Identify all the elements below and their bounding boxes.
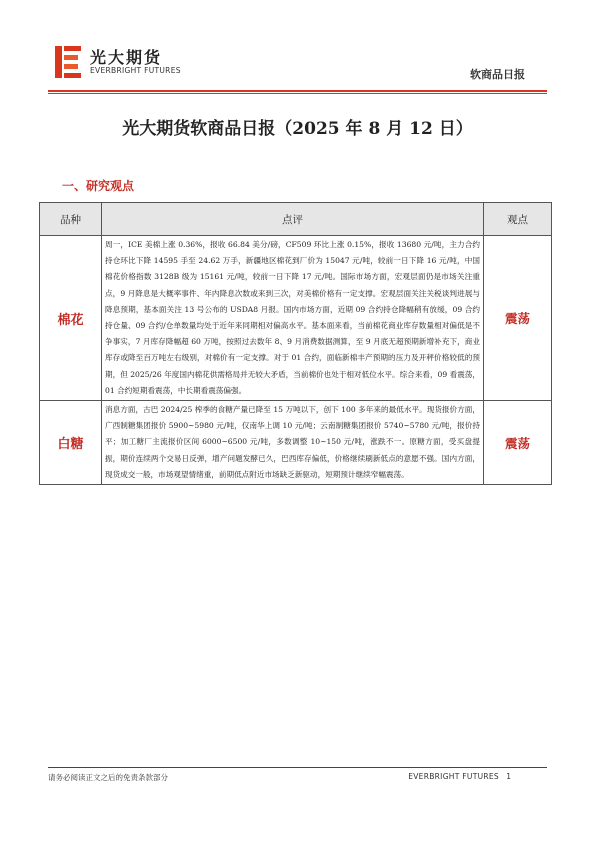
brand-name-cn: 光大期货	[90, 48, 163, 67]
section-title: 一、研究观点	[62, 179, 135, 193]
footer-divider	[48, 767, 547, 768]
footer-disclaimer: 请务必阅读正文之后的免责条款部分	[48, 773, 168, 782]
header-comment: 点评	[102, 203, 484, 236]
page-title: 光大期货软商品日报（2025 年 8 月 12 日）	[122, 119, 473, 139]
comment-sugar: 消息方面，古巴 2024/25 榨季的食糖产量已降至 15 万吨以下，创下 100 多年来的最低水平。现货报价方面，广西制糖集团报价 5900~5980 元/吨，仅南华上调 10 元/吨；云南制糖集团报价 5740~5780 元/吨，报价持平；加工糖厂主流报价区间 6000~6500 元/吨，多数调整 10~150 元/吨，涨跌不一。原糖方面，受买盘提振，期价连续两个交易日反弹，增产问题发酵已久，巴西库存偏低，价格继续刷新低点的意愿不强。国内方面，现货成交一般，市场观望情绪重，前期低点附近市场缺乏新驱动，短期预计继续窄幅震荡。	[102, 401, 484, 485]
view-sugar: 震荡	[484, 401, 552, 485]
report-type-label: 软商品日报	[470, 68, 525, 81]
comment-cotton: 周一，ICE 美棉上涨 0.36%，报收 66.84 美分/磅，CF509 环比上涨 0.15%，报收 13680 元/吨，主力合约持仓环比下降 14595 手至 24.62 万手，新疆地区棉花到厂价为 15047 元/吨，较前一日下降 16 元/吨，中国棉花价格指数 3128B 级为 15161 元/吨，较前一日下降 17 元/吨。国际市场方面，宏观层面仍是市场关注重点，9 月降息是大概率事件、年内降息次数或来到三次，对美棉价格有一定支撑。宏观层面关注关税谈判进展与降息预期，基本面关注 13 号公布的 USDA8 月报。国内市场方面，近期 09 合约持仓降幅稍有放缓，09 合约持仓量、09 合约/仓单数量均处于近年来同期相对偏高水平。基本面来看，当前棉花商业库存数量相对偏低是不争事实，7 月库存降幅超 60 万吨，按照过去数年 8、9 月消费数据测算，至 9 月底无超预期新增补充下，商业库存或降至百万吨左右级别，对棉价有一定支撑。对于 01 合约，面临新棉丰产预期的压力及开秤价格较低的预期，但 2025/26 年度国内棉花供需格局并无较大矛盾，当前棉价也处于相对低位水平。综合来看，09 看震荡，01 合约短期看震荡，中长期看震荡偏强。	[102, 236, 484, 401]
research-table	[39, 202, 552, 485]
table-row	[40, 236, 552, 401]
header-divider	[48, 90, 547, 92]
footer-brand: EVERBRIGHT FUTURES	[408, 772, 499, 781]
brand-name-en: EVERBRIGHT FUTURES	[90, 66, 181, 75]
header-view: 观点	[484, 203, 552, 236]
page-number: 1	[506, 772, 511, 781]
variety-cotton: 棉花	[40, 236, 102, 401]
variety-sugar: 白糖	[40, 401, 102, 485]
view-cotton: 震荡	[484, 236, 552, 401]
header-divider-thin	[48, 93, 547, 94]
header-variety: 品种	[40, 203, 102, 236]
table-header-row	[40, 203, 552, 236]
table-row	[40, 401, 552, 485]
everbright-logo-icon	[55, 46, 81, 78]
